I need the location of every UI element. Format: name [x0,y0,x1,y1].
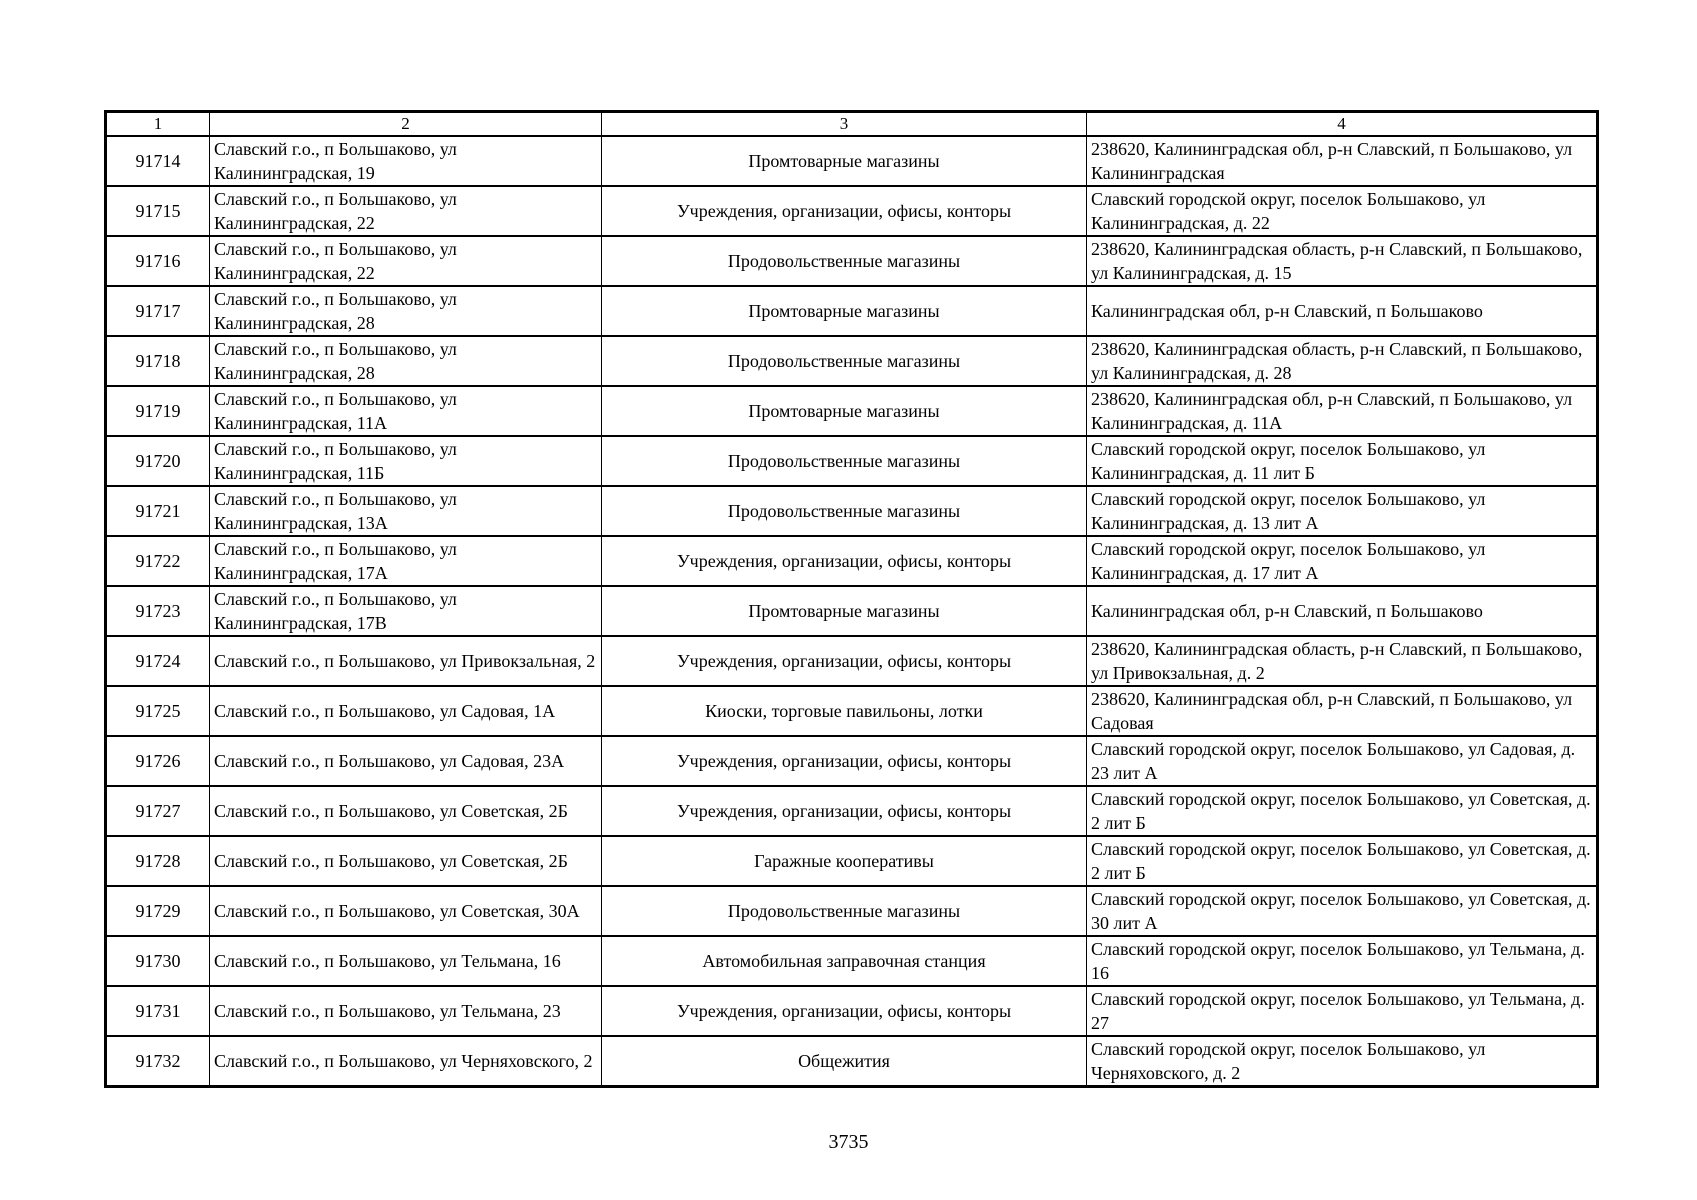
cell-id: 91725 [106,686,210,736]
table-row [106,486,1598,536]
cell-object-type: Учреждения, организации, офисы, конторы [602,636,1087,686]
cell-id: 91719 [106,386,210,436]
table-row [106,836,1598,886]
cell-object-type: Продовольственные магазины [602,336,1087,386]
column-header-1: 1 [106,112,210,137]
cell-location: Славский г.о., п Большаково, ул Черняховского, 2 [210,1036,602,1087]
table-row [106,436,1598,486]
cell-id: 91731 [106,986,210,1036]
cell-location: Славский г.о., п Большаково, ул Тельмана, 16 [210,936,602,986]
cell-location: Славский г.о., п Большаково, ул Калининградская, 19 [210,136,602,186]
cell-address: Калининградская обл, р-н Славский, п Большаково [1087,286,1598,336]
cell-location: Славский г.о., п Большаково, ул Садовая, 23А [210,736,602,786]
registry-table [104,110,1599,1088]
cell-id: 91728 [106,836,210,886]
cell-address: Славский городской округ, поселок Большаково, ул Калининградская, д. 13 лит А [1087,486,1598,536]
cell-address: Славский городской округ, поселок Большаково, ул Тельмана, д. 27 [1087,986,1598,1036]
cell-id: 91730 [106,936,210,986]
cell-object-type: Общежития [602,1036,1087,1087]
cell-id: 91724 [106,636,210,686]
cell-location: Славский г.о., п Большаково, ул Калининградская, 28 [210,286,602,336]
cell-address: Калининградская обл, р-н Славский, п Большаково [1087,586,1598,636]
cell-object-type: Продовольственные магазины [602,886,1087,936]
cell-object-type: Промтоварные магазины [602,286,1087,336]
cell-id: 91721 [106,486,210,536]
cell-location: Славский г.о., п Большаково, ул Калининградская, 11Б [210,436,602,486]
table-row [106,886,1598,936]
table-row [106,286,1598,336]
cell-location: Славский г.о., п Большаково, ул Советская, 2Б [210,786,602,836]
cell-id: 91729 [106,886,210,936]
cell-id: 91718 [106,336,210,386]
cell-location: Славский г.о., п Большаково, ул Советская, 2Б [210,836,602,886]
cell-object-type: Киоски, торговые павильоны, лотки [602,686,1087,736]
cell-address: Славский городской округ, поселок Большаково, ул Советская, д. 2 лит Б [1087,786,1598,836]
cell-location: Славский г.о., п Большаково, ул Тельмана, 23 [210,986,602,1036]
table-row [106,636,1598,686]
cell-id: 91714 [106,136,210,186]
cell-address: Славский городской округ, поселок Большаково, ул Калининградская, д. 11 лит Б [1087,436,1598,486]
cell-id: 91732 [106,1036,210,1087]
table-row [106,586,1598,636]
cell-object-type: Промтоварные магазины [602,386,1087,436]
cell-object-type: Гаражные кооперативы [602,836,1087,886]
cell-location: Славский г.о., п Большаково, ул Калининградская, 11А [210,386,602,436]
cell-object-type: Учреждения, организации, офисы, конторы [602,786,1087,836]
cell-address: 238620, Калининградская обл, р-н Славский, п Большаково, ул Садовая [1087,686,1598,736]
cell-object-type: Продовольственные магазины [602,486,1087,536]
cell-object-type: Промтоварные магазины [602,136,1087,186]
cell-id: 91717 [106,286,210,336]
cell-location: Славский г.о., п Большаково, ул Калининградская, 17А [210,536,602,586]
cell-location: Славский г.о., п Большаково, ул Калининградская, 17В [210,586,602,636]
table-row [106,136,1598,186]
cell-object-type: Учреждения, организации, офисы, конторы [602,536,1087,586]
cell-object-type: Продовольственные магазины [602,436,1087,486]
table-row [106,336,1598,386]
cell-location: Славский г.о., п Большаково, ул Калининградская, 22 [210,186,602,236]
header-row [106,112,1598,137]
cell-address: 238620, Калининградская область, р-н Славский, п Большаково, ул Привокзальная, д. 2 [1087,636,1598,686]
table-header [106,112,1598,137]
cell-id: 91727 [106,786,210,836]
table-row [106,786,1598,836]
cell-address: Славский городской округ, поселок Большаково, ул Советская, д. 30 лит А [1087,886,1598,936]
cell-location: Славский г.о., п Большаково, ул Калининградская, 28 [210,336,602,386]
cell-location: Славский г.о., п Большаково, ул Калининградская, 13А [210,486,602,536]
cell-address: 238620, Калининградская обл, р-н Славский, п Большаково, ул Калининградская [1087,136,1598,186]
cell-object-type: Учреждения, организации, офисы, конторы [602,736,1087,786]
cell-address: Славский городской округ, поселок Большаково, ул Садовая, д. 23 лит А [1087,736,1598,786]
table-row [106,736,1598,786]
cell-object-type: Учреждения, организации, офисы, конторы [602,186,1087,236]
column-header-2: 2 [210,112,602,137]
cell-location: Славский г.о., п Большаково, ул Привокзальная, 2 [210,636,602,686]
cell-address: Славский городской округ, поселок Большаково, ул Калининградская, д. 22 [1087,186,1598,236]
table-row [106,536,1598,586]
table-row [106,936,1598,986]
cell-id: 91715 [106,186,210,236]
cell-address: Славский городской округ, поселок Большаково, ул Тельмана, д. 16 [1087,936,1598,986]
cell-object-type: Промтоварные магазины [602,586,1087,636]
cell-address: 238620, Калининградская область, р-н Славский, п Большаково, ул Калининградская, д. 28 [1087,336,1598,386]
column-header-3: 3 [602,112,1087,137]
cell-object-type: Учреждения, организации, офисы, конторы [602,986,1087,1036]
cell-address: Славский городской округ, поселок Большаково, ул Калининградская, д. 17 лит А [1087,536,1598,586]
cell-location: Славский г.о., п Большаково, ул Калининградская, 22 [210,236,602,286]
cell-address: Славский городской округ, поселок Большаково, ул Советская, д. 2 лит Б [1087,836,1598,886]
cell-id: 91722 [106,536,210,586]
cell-location: Славский г.о., п Большаково, ул Советская, 30А [210,886,602,936]
table-row [106,186,1598,236]
column-header-4: 4 [1087,112,1598,137]
table-row [106,986,1598,1036]
table-row [106,386,1598,436]
table-row [106,236,1598,286]
cell-id: 91723 [106,586,210,636]
page-number: 3735 [828,1131,869,1153]
cell-object-type: Автомобильная заправочная станция [602,936,1087,986]
cell-object-type: Продовольственные магазины [602,236,1087,286]
table-row [106,686,1598,736]
cell-address: 238620, Калининградская область, р-н Славский, п Большаково, ул Калининградская, д. 15 [1087,236,1598,286]
cell-id: 91720 [106,436,210,486]
cell-address: Славский городской округ, поселок Большаково, ул Черняховского, д. 2 [1087,1036,1598,1087]
cell-id: 91726 [106,736,210,786]
cell-location: Славский г.о., п Большаково, ул Садовая, 1А [210,686,602,736]
cell-address: 238620, Калининградская обл, р-н Славский, п Большаково, ул Калининградская, д. 11А [1087,386,1598,436]
table-row [106,1036,1598,1087]
table-body [106,136,1598,1087]
cell-id: 91716 [106,236,210,286]
